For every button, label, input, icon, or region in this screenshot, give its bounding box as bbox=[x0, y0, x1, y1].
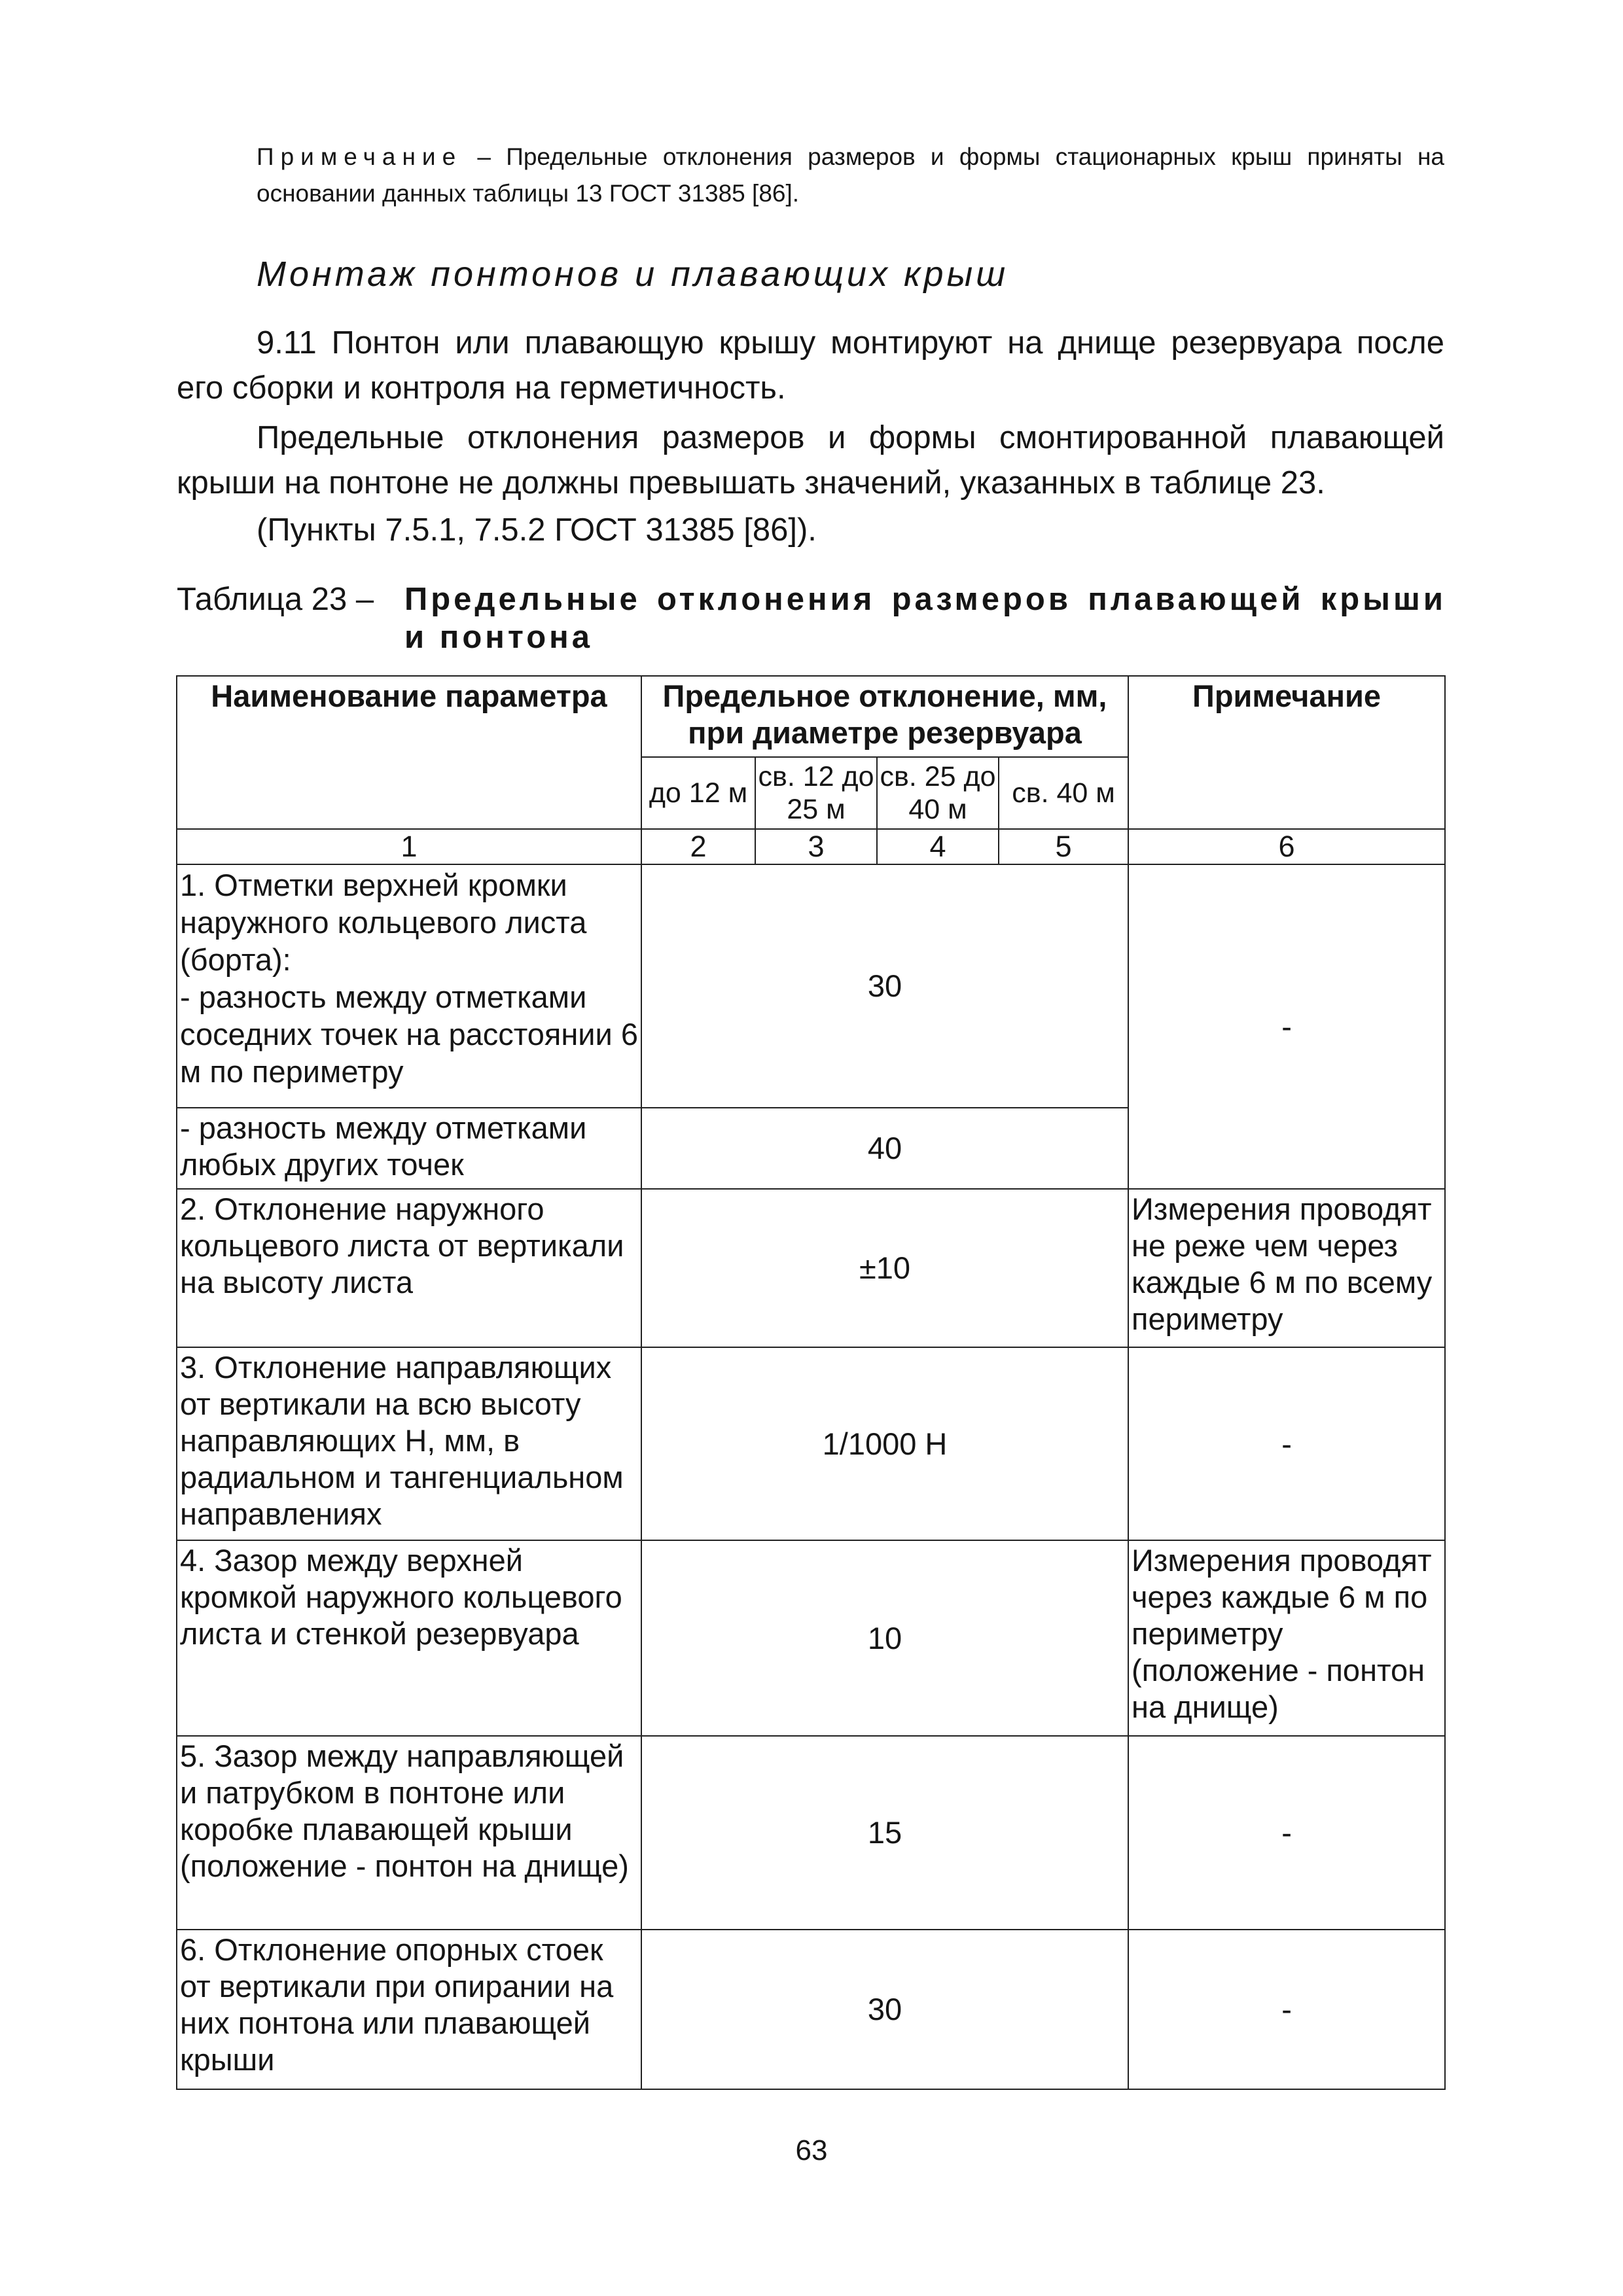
row-6-value: 30 bbox=[641, 1930, 1128, 2089]
header-deviation: Предельное отклонение, мм, при диаметре резервуара bbox=[641, 676, 1128, 757]
table-title: Предельные отклонения размеров плавающей крыши и понтона bbox=[404, 582, 1446, 655]
note-paragraph bbox=[257, 139, 1444, 212]
note-text: – Предельные отклонения размеров и формы стационарных крыш приняты на основании данных таблицы 13 ГОСТ 31385 [86]. bbox=[257, 143, 1444, 207]
row-2-name: 2. Отклонение наружного кольцевого листа от вертикали на высоту листа bbox=[177, 1189, 641, 1347]
row-4-value: 10 bbox=[641, 1540, 1128, 1736]
header-diameter-1: до 12 м bbox=[641, 757, 755, 829]
row-6-note: - bbox=[1128, 1930, 1445, 2089]
page-number: 63 bbox=[795, 2134, 828, 2166]
row-1b-value: 40 bbox=[641, 1108, 1128, 1189]
table-row bbox=[177, 1347, 1445, 1540]
column-number: 6 bbox=[1128, 829, 1445, 864]
row-6-name: 6. Отклонение опорных стоек от вертикали при опирании на них понтона или плавающей крыши bbox=[177, 1930, 641, 2089]
row-3-value: 1/1000 H bbox=[641, 1347, 1128, 1540]
deviation-table bbox=[176, 675, 1446, 2090]
row-3-name: 3. Отклонение направляющих от вертикали на всю высоту направляющих H, мм, в радиальном и тангенциальном направлениях bbox=[177, 1347, 641, 1540]
header-diameter-2: св. 12 до 25 м bbox=[755, 757, 877, 829]
paragraph-reference: (Пункты 7.5.1, 7.5.2 ГОСТ 31385 [86]). bbox=[257, 512, 817, 548]
note-label: Примечание bbox=[257, 143, 463, 170]
header-diameter-4: св. 40 м bbox=[999, 757, 1128, 829]
table-row bbox=[177, 1189, 1445, 1347]
row-5-name: 5. Зазор между направляющей и патрубком в понтоне или коробке плавающей крыши (положение - понтон на днище) bbox=[177, 1736, 641, 1930]
table-label: Таблица 23 – bbox=[177, 582, 374, 617]
row-1-name-part: - разность между отметками соседних точек на расстоянии 6 м по периметру bbox=[180, 980, 638, 1089]
table-row bbox=[177, 1540, 1445, 1736]
row-4-name: 4. Зазор между верхней кромкой наружного кольцевого листа и стенкой резервуара bbox=[177, 1540, 641, 1736]
row-3-note: - bbox=[1128, 1347, 1445, 1540]
column-number: 5 bbox=[999, 829, 1128, 864]
table-row bbox=[177, 1930, 1445, 2089]
column-number: 4 bbox=[877, 829, 999, 864]
row-1b-name: - разность между отметками любых других точек bbox=[177, 1108, 641, 1189]
row-1-name-part: 1. Отметки верхней кромки наружного кольцевого листа (борта): bbox=[180, 868, 587, 977]
column-number: 1 bbox=[177, 829, 641, 864]
section-heading: Монтаж понтонов и плавающих крыш bbox=[257, 255, 1009, 294]
row-1-value: 30 bbox=[641, 864, 1128, 1108]
row-5-value: 15 bbox=[641, 1736, 1128, 1930]
table-row bbox=[177, 864, 1445, 1108]
paragraph-9-11: 9.11 Понтон или плавающую крышу монтируют на днище резервуара после его сборки и контроля на герметичность. bbox=[177, 325, 1444, 406]
column-number: 2 bbox=[641, 829, 755, 864]
row-4-note: Измерения проводят через каждые 6 м по периметру (положение - понтон на днище) bbox=[1128, 1540, 1445, 1736]
row-1-note: - bbox=[1128, 864, 1445, 1189]
row-1-name bbox=[177, 864, 641, 1108]
table-row bbox=[177, 1736, 1445, 1930]
row-5-note: - bbox=[1128, 1736, 1445, 1930]
row-2-note: Измерения проводят не реже чем через каждые 6 м по всему периметру bbox=[1128, 1189, 1445, 1347]
header-diameter-3: св. 25 до 40 м bbox=[877, 757, 999, 829]
header-note: Примечание bbox=[1128, 676, 1445, 829]
header-param: Наименование параметра bbox=[177, 676, 641, 829]
paragraph-limits: Предельные отклонения размеров и формы смонтированной плавающей крыши на понтоне не должны превышать значений, указанных в таблице 23. bbox=[177, 420, 1444, 501]
row-2-value: ±10 bbox=[641, 1189, 1128, 1347]
column-number: 3 bbox=[755, 829, 877, 864]
